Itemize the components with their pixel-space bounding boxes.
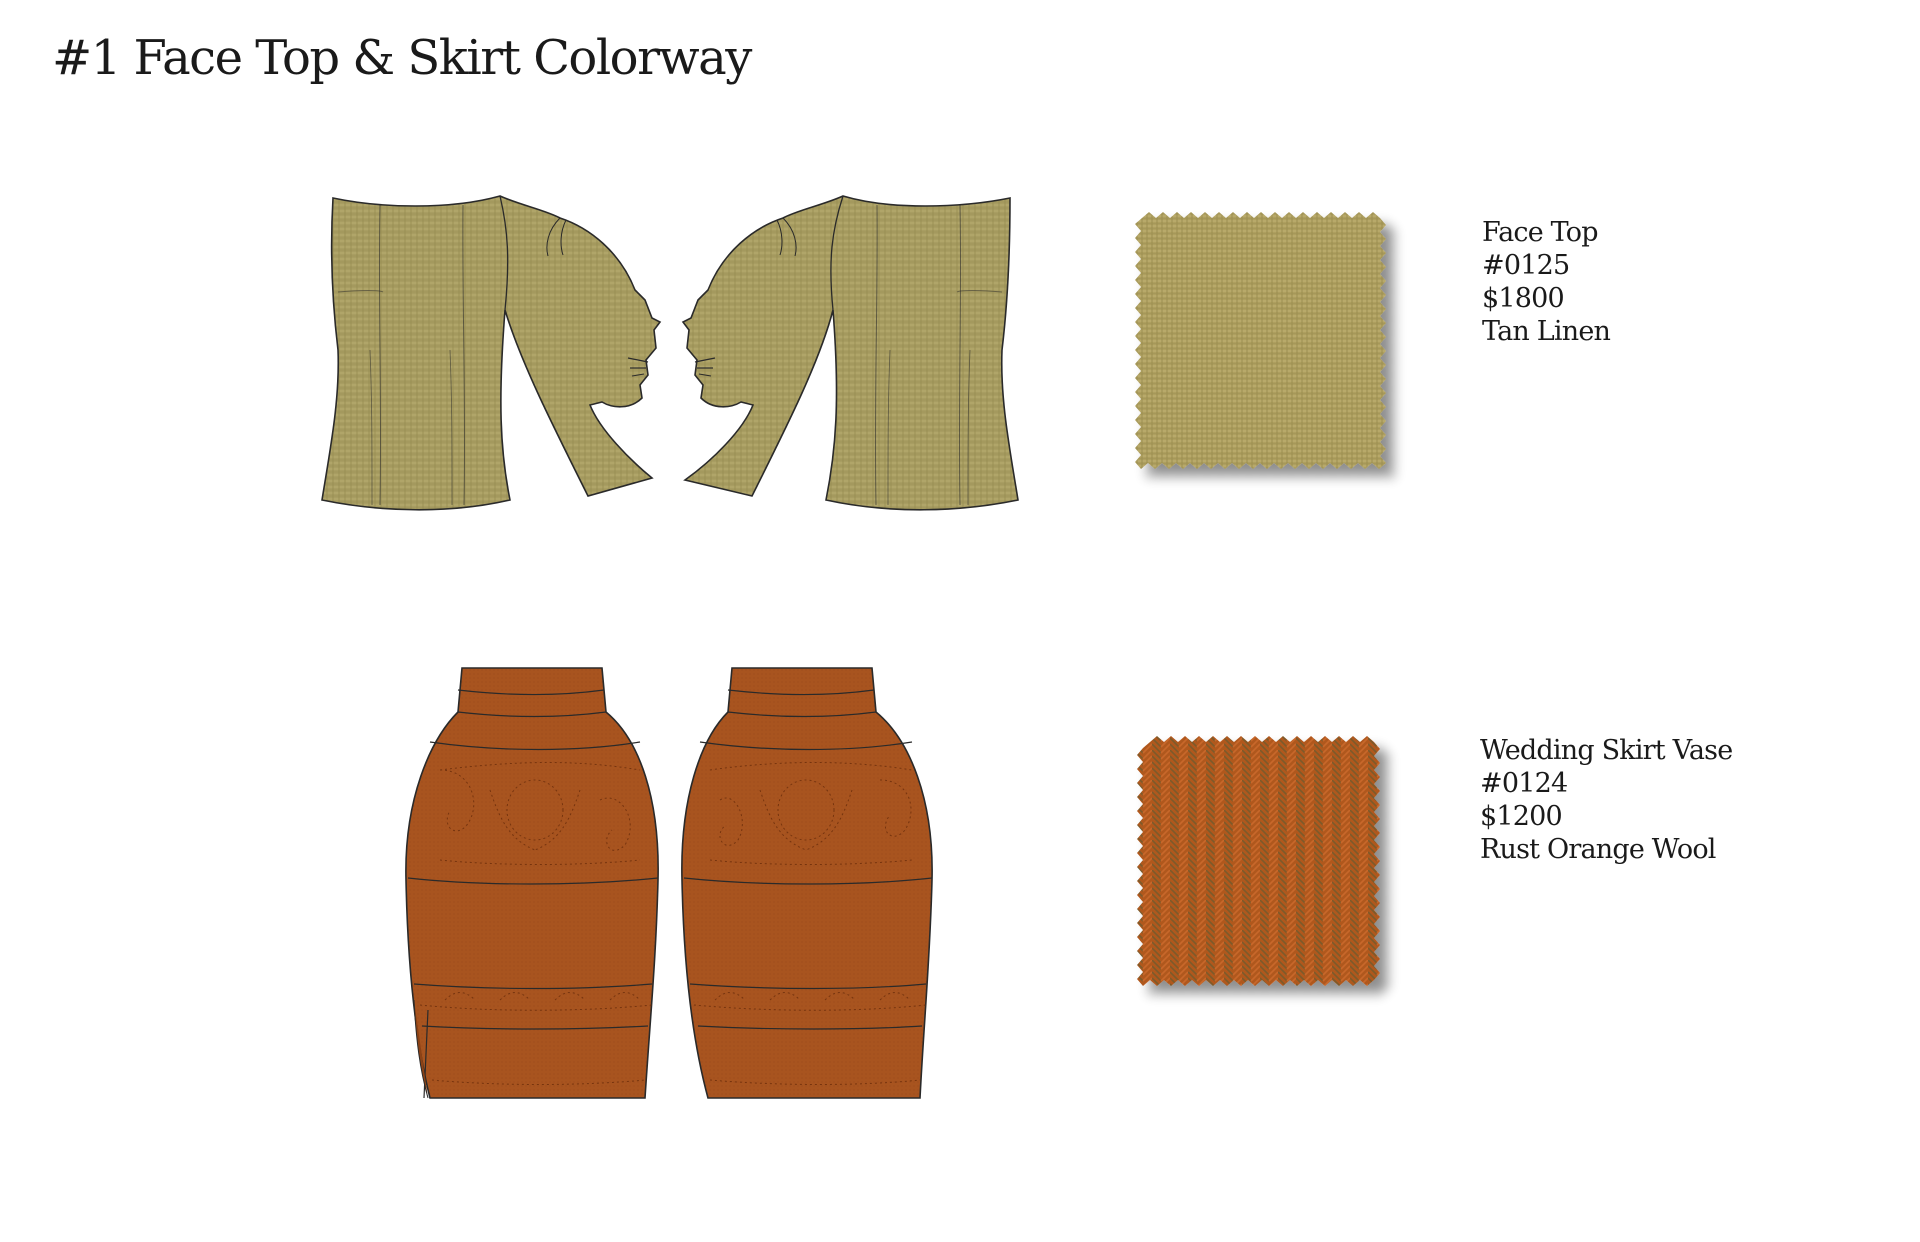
item-price: $1200 [1480, 801, 1562, 832]
item-number: #0124 [1480, 768, 1568, 799]
item-fabric: Tan Linen [1482, 316, 1611, 347]
skirt-right-piece [682, 668, 932, 1098]
item-price: $1800 [1482, 283, 1564, 314]
skirt-fabric-swatch [1137, 736, 1380, 986]
item-name: Wedding Skirt Vase [1480, 735, 1733, 766]
face-top-right-piece [683, 196, 1018, 510]
item-fabric: Rust Orange Wool [1480, 834, 1716, 865]
skirt-info [1480, 734, 1732, 866]
face-top-info [1482, 216, 1610, 348]
item-number: #0125 [1482, 250, 1570, 281]
skirt-left-piece [406, 668, 658, 1098]
item-name: Face Top [1482, 217, 1598, 248]
face-top-left-piece [322, 196, 660, 510]
face-top-fabric-swatch [1135, 212, 1386, 469]
page-title: #1 Face Top & Skirt Colorway [52, 30, 751, 86]
